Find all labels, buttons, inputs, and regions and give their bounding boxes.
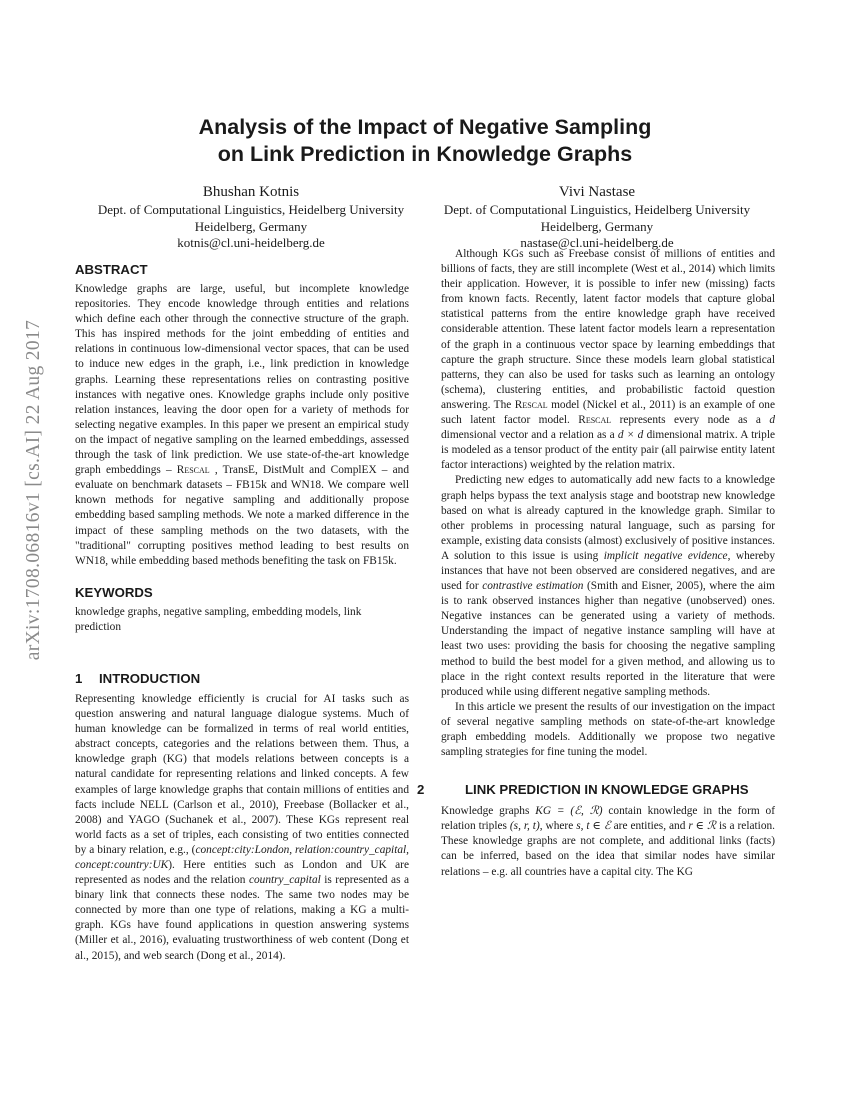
keywords-heading: KEYWORDS — [75, 584, 153, 600]
abstract-text: Knowledge graphs are large, useful, but incomplete knowledge repositories. They encode knowledge through entities and relations which define each other through the connective structure of the graph. This has inspired methods for the joint embedding of entities and relations in continuous low-dimensional vector spaces, that can be used to induce new edges in the graph, i.e., link prediction in knowledge graphs. Learning these representations relies on contrasting positive instances with negative ones. Knowledge graphs include only positive relation instances, leaving the door open for a variety of methods for selecting negative examples. In this paper we present an empirical study on the impact of negative sampling on the learned embeddings, assessed through the task of link prediction. We use state-of-the-art knowledge graph embeddings – Rescal , TransE, DistMult and ComplEX – and evaluate on benchmark datasets – FB15k and WN18. We compare well known methods for negative sampling and additionally propose embedding based sampling methods. We note a marked difference in the impact of these sampling methods on the two datasets, with the "traditional" corrupting positives method leading to best results on WN18, while embedding based methods benefiting the task on FB15k. — [75, 283, 409, 567]
author-name: Vivi Nastase — [558, 184, 636, 200]
author-affiliation: Dept. of Computational Linguistics, Heidelberg University — [97, 202, 405, 217]
section-title: INTRODUCTION — [99, 670, 201, 686]
author-location: Heidelberg, Germany — [540, 218, 654, 234]
author-name: Bhushan Kotnis — [202, 184, 300, 200]
intro-paragraph-2: Although KGs such as Freebase consist of millions of entities and billions of facts, they are still incomplete (West et al., 2014) which limits their application. However, it is possible to infer new (missing) facts from known facts. Recently, latent factor models that capture global statistical patterns from the entire knowledge graph have received considerable attention. These latent factor models learn a representation of the graph in a continuous vector space by learning embeddings that capture the graph structure. Since these models learn global statistical patterns, they can also be used for tasks such as learning an ontology (schema), clustering entities, and probabilistic factoid question answering. The Rescal model (Nickel et al., 2011) is an example of one such latent factor model. Rescal represents every node as a d dimensional vector and a relation as a d × d dimensional matrix. A triple is modeled as a tensor product of the entity pair (all pairwise entity latent factor interactions) weighted by the relation matrix. — [441, 248, 776, 472]
section-1-heading — [75, 671, 409, 687]
section-2-heading — [417, 782, 775, 798]
left-column — [75, 262, 409, 964]
abstract-heading: ABSTRACT — [75, 262, 148, 277]
section-title: LINK PREDICTION IN KNOWLEDGE GRAPHS — [465, 782, 749, 798]
intro-paragraph-3: Predicting new edges to automatically add new facts to a knowledge graph helps bypass the text analysis stage and bootstrap new knowledge based on what is already captured in the knowledge graph. Similar to other problems in processing natural language, such as parsing for example, existing data consists (almost) exclusively of positive instances. A solution to this issue is using implicit negative evidence, whereby instances that have not been observed are considered negatives, and are used for contrastive estimation (Smith and Eisner, 2005), where the aim is to rank observed instances higher than negative (unobserved) ones. Negative instances can be generated using a variety of methods. Understanding the impact of negative instance sampling will have at least two uses: providing the basis for choosing the negative sampling method to build the best model for a given method, and allowing us to place in the right context results reported in the literature that were produced while using different negative sampling methods. — [441, 474, 775, 698]
author-affiliation: Dept. of Computational Linguistics, Heidelberg University — [443, 202, 751, 217]
section-number: 1 — [75, 670, 83, 686]
author-location: Heidelberg, Germany — [194, 218, 308, 234]
intro-paragraph-4: In this article we present the results of our investigation on the impact of several negative sampling methods on state-of-the-art knowledge graph embedding models. Additionally we propose two negative sampling strategies for fine tuning the model. — [441, 700, 775, 759]
arxiv-stamp-text: arXiv:1708.06816v1 [cs.AI] 22 Aug 2017 — [23, 319, 44, 661]
keywords-text: knowledge graphs, negative sampling, embedding models, link prediction — [75, 605, 362, 633]
author-email[interactable]: kotnis@cl.uni-heidelberg.de — [177, 235, 325, 250]
author-email[interactable]: nastase@cl.uni-heidelberg.de — [520, 235, 674, 250]
title-line-1: Analysis of the Impact of Negative Sampling — [198, 115, 652, 139]
arxiv-stamp — [4, 295, 64, 685]
right-column — [417, 247, 776, 880]
author-block-2 — [427, 182, 767, 252]
paper-title — [100, 114, 750, 168]
author-block-1 — [81, 182, 421, 252]
intro-paragraph-1: Representing knowledge efficiently is crucial for AI tasks such as question answering and natural language dialogue systems. Much of human knowledge can be formalized in terms of real world entities, abstract concepts, categories and the relations between them. Thus, a knowledge graph (KG) that models relations between concepts is a natural candidate for representing relations and linked concepts. A few examples of large knowledge graphs that contain millions of entities and facts include NELL (Carlson et al., 2010), Freebase (Bollacker et al., 2008) and YAGO (Suchanek et al., 2007). These KGs represent real world facts as a set of triples, each consisting of two entities connected by a binary relation, e.g., (concept:city:London, relation:country_capital, concept:country:UK). Here entities such as London and UK are represented as nodes and the relation country_capital is represented as a binary link that connects these nodes. The same two nodes may be connected by more than one type of relations, making a KG a multi-graph. KGs have found applications in question answering systems (Miller et al., 2016), evaluating trustworthiness of web content (Dong et al., 2015), and web search (Dong et al., 2014). — [75, 692, 410, 962]
section-2-paragraph-1: Knowledge graphs KG = (ℰ, ℛ) contain knowledge in the form of relation triples (s, r, t), where s, t ∈ ℰ are entities, and r ∈ ℛ is a relation. These knowledge graphs are not complete, and additional links (facts) can be inferred, based on the idea that similar nodes have similar relations – e.g. all countries have a capital city. The KG — [441, 805, 776, 878]
section-number: 2 — [417, 782, 425, 798]
title-line-2: on Link Prediction in Knowledge Graphs — [217, 142, 633, 166]
